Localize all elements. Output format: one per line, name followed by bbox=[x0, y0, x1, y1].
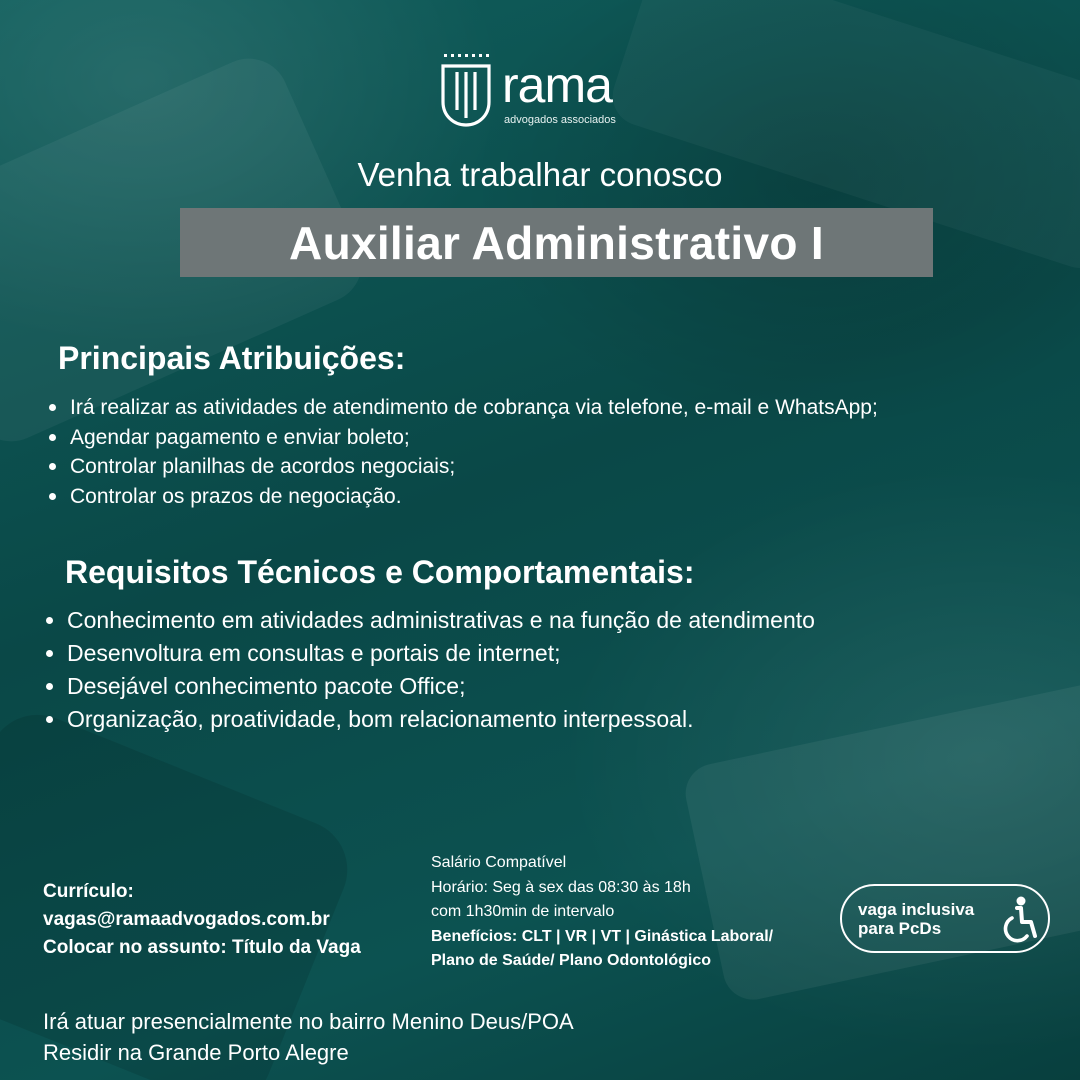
brand-tagline: advogados associados bbox=[504, 114, 616, 126]
benefits-text: Benefícios: CLT | VR | VT | Ginástica Laboral/ bbox=[431, 927, 774, 945]
brand-name: rama bbox=[502, 57, 612, 113]
list-item: Controlar planilhas de acordos negociais; bbox=[46, 452, 1046, 482]
list-item: Agendar pagamento e enviar boleto; bbox=[46, 423, 1046, 453]
wheelchair-icon bbox=[1000, 896, 1040, 944]
list-item: Desejável conhecimento pacote Office; bbox=[43, 670, 1043, 703]
job-info-block bbox=[431, 851, 773, 974]
schedule-break-text: com 1h30min de intervalo bbox=[431, 903, 615, 920]
page-subtitle: Venha trabalhar conosco bbox=[357, 156, 723, 193]
list-item: Controlar os prazos de negociação. bbox=[46, 482, 1046, 512]
brand-logo bbox=[440, 52, 640, 128]
inclusive-badge-label bbox=[858, 900, 974, 938]
requirements-heading: Requisitos Técnicos e Comportamentais: bbox=[65, 554, 695, 590]
salary-text: Salário Compatível bbox=[431, 854, 567, 871]
inclusive-badge bbox=[840, 884, 1050, 953]
schedule-text: Horário: Seg à sex das 08:30 às 18h bbox=[431, 878, 691, 896]
rama-logo-icon bbox=[440, 52, 492, 128]
contact-subject-note: Colocar no assunto: Título da Vaga bbox=[43, 937, 361, 958]
job-title-banner bbox=[180, 208, 933, 277]
contact-email[interactable]: vagas@ramaadvogados.com.br bbox=[43, 909, 330, 930]
contact-label: Currículo: bbox=[43, 881, 134, 902]
list-item: Conhecimento em atividades administrativas e na função de atendimento bbox=[43, 604, 1043, 637]
requirements-list bbox=[43, 604, 1043, 736]
inclusive-badge-line2: para PcDs bbox=[858, 919, 942, 938]
responsibilities-list bbox=[46, 393, 1046, 511]
inclusive-badge-line1: vaga inclusiva bbox=[858, 900, 975, 919]
responsibilities-heading: Principais Atribuições: bbox=[58, 340, 406, 376]
benefits-text-cont: Plano de Saúde/ Plano Odontológico bbox=[431, 952, 712, 969]
footer-block bbox=[43, 1006, 574, 1068]
list-item: Irá realizar as atividades de atendimento de cobrança via telefone, e-mail e WhatsApp; bbox=[46, 393, 1046, 423]
residence-text: Residir na Grande Porto Alegre bbox=[43, 1040, 349, 1065]
job-title: Auxiliar Administrativo I bbox=[289, 216, 824, 269]
work-location-text: Irá atuar presencialmente no bairro Menino Deus/POA bbox=[43, 1009, 574, 1034]
list-item: Organização, proatividade, bom relacionamento interpessoal. bbox=[43, 703, 1043, 736]
list-item: Desenvoltura em consultas e portais de internet; bbox=[43, 637, 1043, 670]
contact-block bbox=[43, 878, 361, 962]
